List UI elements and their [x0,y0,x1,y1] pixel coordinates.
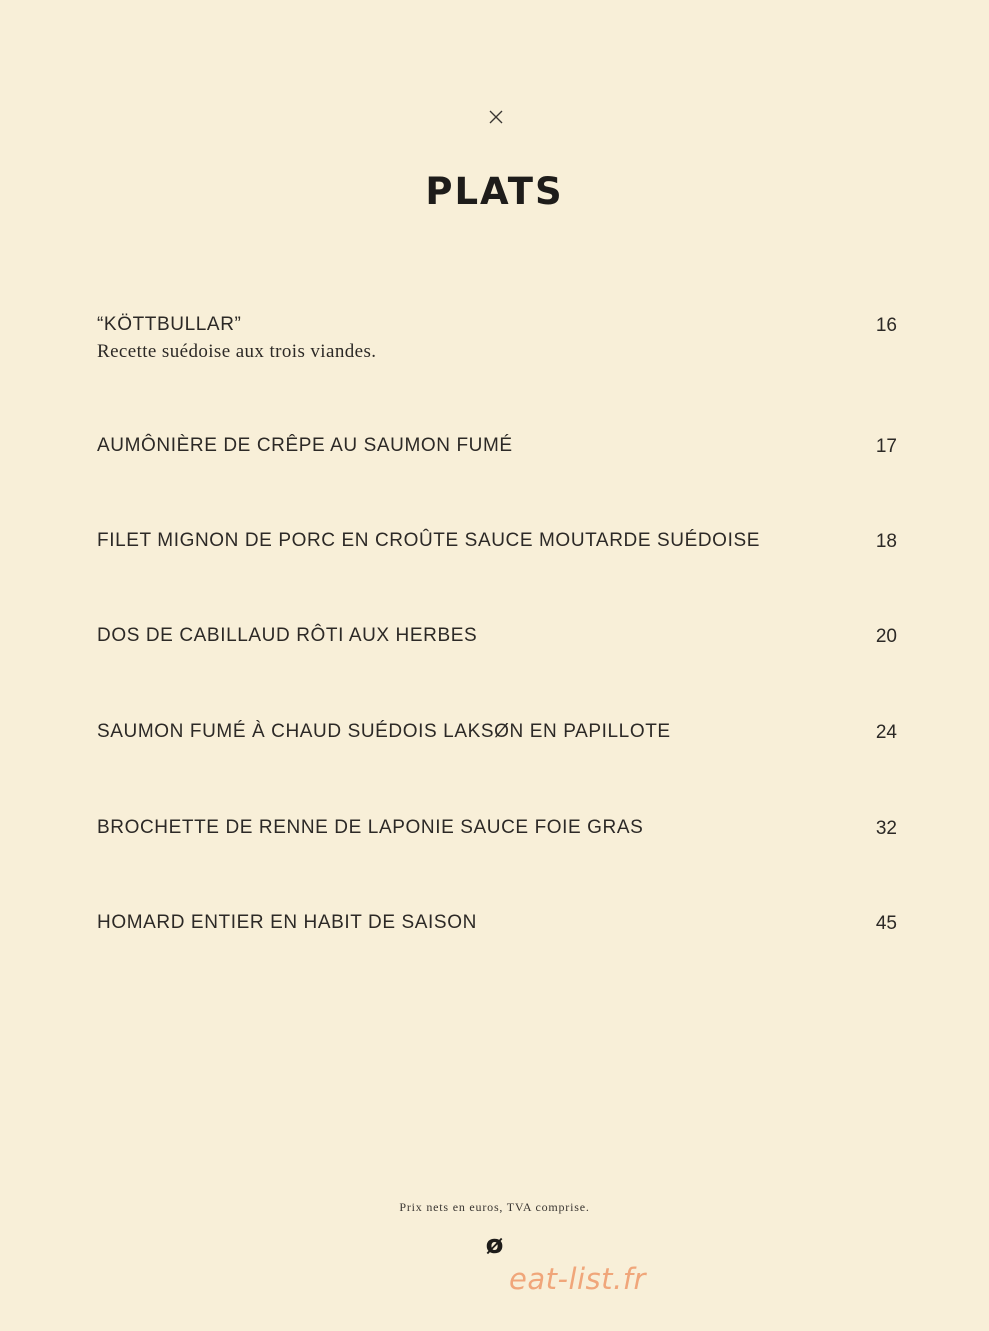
menu-item-name: “KÖTTBULLAR” [97,314,242,335]
menu-item-price: 20 [875,626,897,647]
menu-item-name: BROCHETTE DE RENNE DE LAPONIE SAUCE FOIE GRAS [97,817,644,838]
close-x-icon[interactable] [486,107,506,127]
menu-item-description: Recette suédoise aux trois viandes. [97,341,377,362]
watermark: eat-list.fr [509,1262,646,1296]
menu-item-price: 16 [875,315,897,336]
menu-item-name: SAUMON FUMÉ À CHAUD SUÉDOIS LAKSØN EN PAPILLOTE [97,721,671,742]
menu-item-price: 45 [875,913,897,934]
menu-item-price: 32 [875,818,897,839]
menu-item-price: 24 [875,722,897,743]
menu-item-price: 17 [875,436,897,457]
page-title: PLATS [425,170,564,213]
menu-item-name: AUMÔNIÈRE DE CRÊPE AU SAUMON FUMÉ [97,435,513,456]
menu-item-name: HOMARD ENTIER EN HABIT DE SAISON [97,912,477,933]
brand-logo: ø [485,1230,504,1260]
menu-item-price: 18 [875,531,897,552]
menu-item-name: FILET MIGNON DE PORC EN CROÛTE SAUCE MOUTARDE SUÉDOISE [97,530,760,551]
footer-note: Prix nets en euros, TVA comprise. [399,1200,590,1214]
menu-item-name: DOS DE CABILLAUD RÔTI AUX HERBES [97,625,478,646]
